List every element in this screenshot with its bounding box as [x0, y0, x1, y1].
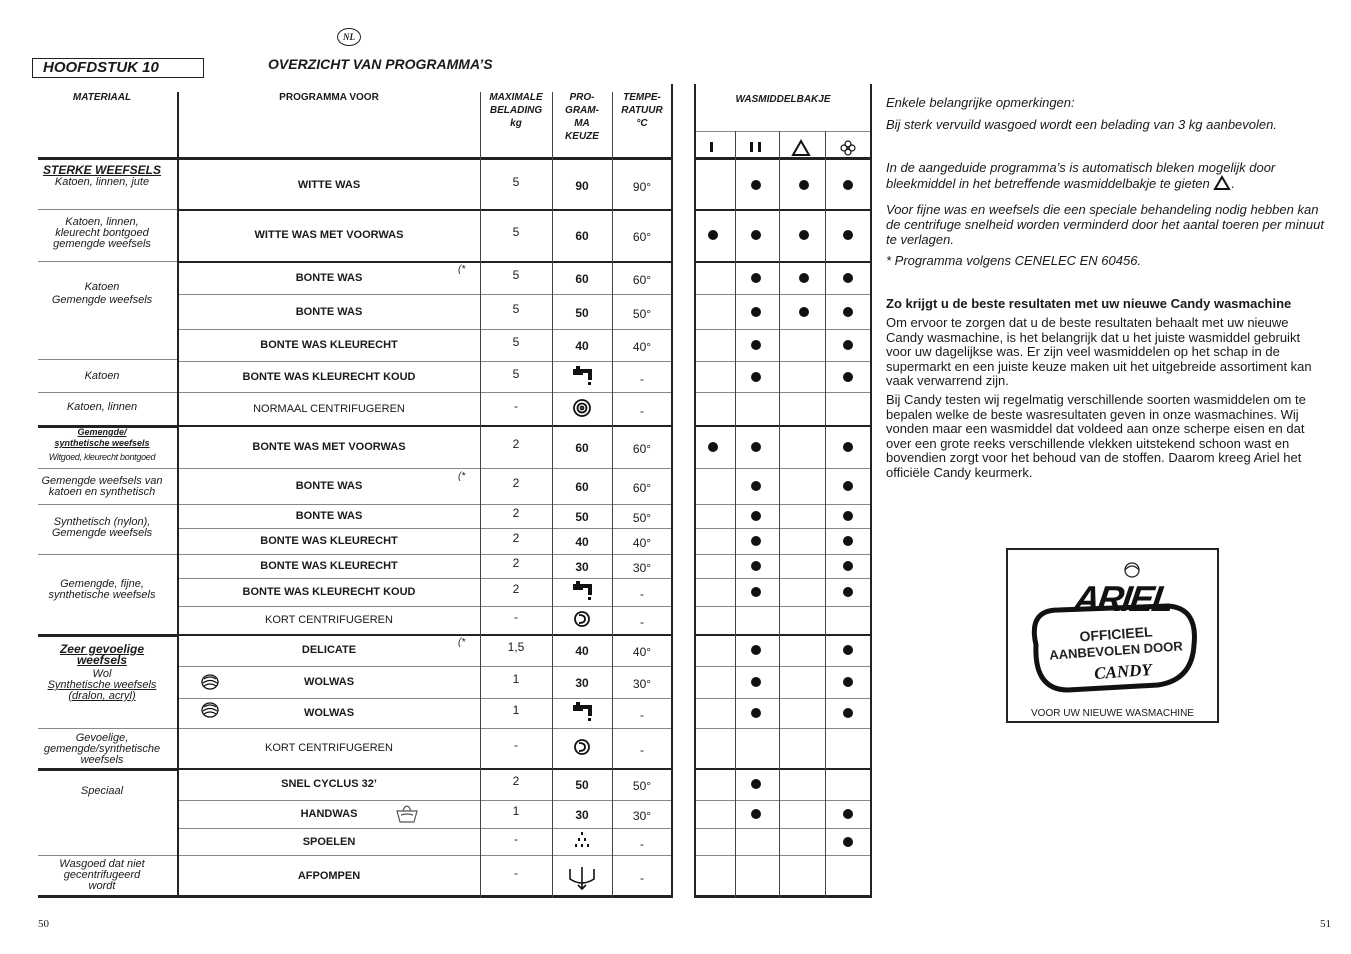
row-divider [696, 329, 870, 330]
chapter-label: HOOFDSTUK 10 [32, 58, 204, 78]
ariel-brand: ARIEL [1071, 578, 1175, 619]
program-selection: 40 [575, 644, 589, 658]
program-name: BONTE WAS KLEURECHT KOUD [242, 586, 416, 598]
cenelec-marker: (* [458, 471, 466, 482]
temperature: 60° [632, 441, 652, 456]
row-divider [179, 261, 671, 263]
detergent-dot [751, 708, 761, 718]
detergent-dot [843, 587, 853, 597]
row-divider [696, 698, 870, 699]
program-name: KORT CENTRIFUGEREN [265, 614, 393, 626]
program-selection: 30 [575, 560, 589, 574]
program-name: DELICATE [301, 644, 357, 656]
detergent-dot [751, 481, 761, 491]
program-selection: 90 [575, 178, 589, 193]
program-selection: 40 [575, 339, 589, 353]
detergent-dot [843, 837, 853, 847]
detergent-dot [843, 809, 853, 819]
detergent-dot [843, 645, 853, 655]
row-divider [696, 634, 870, 636]
max-load: - [514, 738, 518, 752]
col-divider [612, 92, 613, 898]
temperature: 60° [632, 481, 652, 495]
material-3: Katoen Gemengde weefsels [51, 281, 153, 306]
max-load: 1 [512, 703, 520, 717]
max-load: 2 [512, 476, 520, 490]
program-selection: 50 [575, 305, 589, 320]
row-divider [696, 554, 870, 555]
program-name: BONTE WAS MET VOORWAS [252, 440, 406, 453]
program-selection: 50 [575, 510, 589, 524]
spin-icon [553, 398, 611, 420]
row-divider [179, 666, 671, 667]
row-divider [179, 728, 671, 729]
tap-icon [553, 366, 611, 388]
program-name: BONTE WAS KLEURECHT [260, 339, 398, 351]
col-divider [825, 131, 826, 898]
col-divider [779, 131, 780, 898]
col-divider [870, 84, 872, 898]
material-divider [38, 634, 177, 637]
detergent-dot [751, 230, 761, 240]
max-load: 5 [512, 225, 520, 239]
row-divider [179, 392, 671, 393]
max-load: 5 [512, 267, 520, 282]
temperature: 30° [632, 677, 652, 691]
detergent-dot [708, 442, 718, 452]
row-divider [696, 504, 870, 505]
row-divider [696, 209, 870, 211]
short-spin-icon [553, 737, 611, 759]
program-name: WITTE WAS MET VOORWAS [254, 229, 404, 241]
material-9: Gemengde, fijne, synthetische weefsels [48, 578, 156, 601]
material-5: Katoen, linnen [66, 401, 138, 413]
note-1: Bij sterk vervuild wasgoed wordt een belading van 3 kg aanbevolen. [886, 117, 1277, 132]
detergent-dot [799, 180, 809, 190]
ariel-caption: VOOR UW NIEUWE WASMACHINE [1031, 708, 1194, 719]
detergent-dot [843, 677, 853, 687]
detergent-dot [843, 511, 853, 521]
program-selection: 30 [575, 808, 589, 822]
note-4: * Programma volgens CENELEC EN 60456. [886, 253, 1142, 268]
row-divider [179, 578, 671, 579]
program-name: BONTE WAS KLEURECHT [260, 560, 398, 572]
col-divider [671, 84, 673, 898]
row-divider [696, 800, 870, 801]
candy-logo: CANDY [1093, 660, 1153, 683]
row-divider [179, 768, 671, 770]
page-number-right: 51 [1320, 918, 1331, 930]
program-name: BONTE WAS KLEURECHT KOUD [242, 370, 416, 383]
program-name: BONTE WAS KLEURECHT [260, 535, 398, 547]
detergent-dot [751, 511, 761, 521]
temperature: 60° [632, 230, 652, 244]
tap-icon [553, 581, 611, 603]
tap-icon [553, 702, 611, 724]
row-divider [179, 528, 671, 529]
max-load: 2 [512, 436, 520, 451]
compartment-i-icon [708, 140, 716, 154]
row-divider [179, 828, 671, 829]
max-load: 2 [512, 531, 520, 545]
notes-title: Enkele belangrijke opmerkingen: [886, 95, 1075, 110]
material-10: Zeer gevoelige weefsels Wol Synthetische weefsels (dralon, acryl) [47, 642, 157, 702]
header-divider-right [694, 157, 872, 160]
row-divider [696, 828, 870, 829]
max-load: 1 [512, 672, 520, 686]
row-divider [696, 392, 870, 393]
detergent-dot [751, 536, 761, 546]
detergent-dot [708, 230, 718, 240]
row-divider [179, 554, 671, 555]
bleach-triangle-icon [1213, 175, 1231, 194]
short-spin-icon [553, 609, 611, 631]
row-divider [696, 606, 870, 607]
header-wasmiddel: WASMIDDELBAKJE [735, 94, 831, 105]
max-load: 2 [512, 556, 520, 570]
material-divider [38, 209, 177, 210]
detergent-dot [843, 442, 853, 452]
detergent-dot [843, 708, 853, 718]
temperature: - [640, 836, 644, 851]
program-name: BONTE WAS [295, 271, 363, 284]
detergent-dot [751, 180, 761, 190]
temperature: - [640, 708, 644, 722]
row-divider [179, 504, 671, 505]
temperature: 30° [632, 809, 652, 823]
row-divider [696, 728, 870, 729]
material-divider [38, 768, 177, 771]
detergent-dot [799, 230, 809, 240]
program-selection: 30 [575, 676, 589, 690]
detergent-dot [843, 536, 853, 546]
row-divider [179, 468, 671, 469]
drain-icon [553, 865, 611, 887]
header-belading: MAXIMALE BELADING kg [489, 92, 543, 129]
detergent-dot [799, 307, 809, 317]
max-load: 5 [512, 335, 520, 349]
material-12: Speciaal [80, 785, 124, 797]
max-load: 1,5 [507, 640, 525, 654]
temperature: 50° [632, 306, 652, 321]
max-load: - [514, 398, 518, 413]
temperature: 50° [632, 779, 652, 793]
detergent-dot [799, 273, 809, 283]
row-divider [179, 634, 671, 636]
temperature: 60° [632, 272, 652, 287]
row-divider [696, 666, 870, 667]
program-name: AFPOMPEN [297, 870, 361, 882]
paragraph-1: Om ervoor te zorgen dat u de beste resultaten behaalt met uw nieuwe Candy wasmachine, is het belangrijk dat u het juiste wasmiddel gebruikt voor uw dagelijkse was. Er zijn veel wasmiddelen op het schap in de supermarkt en een juiste keuze maken uit het uitgebreide assortiment kan vaak verwarrend zijn. [886, 315, 1312, 388]
table-bottom [38, 895, 672, 898]
row-divider [179, 800, 671, 801]
detergent-dot [843, 481, 853, 491]
program-name: BONTE WAS [295, 480, 363, 492]
col-divider [735, 131, 736, 898]
cenelec-marker: (* [458, 637, 466, 648]
ariel-endorsement-logo [1006, 548, 1219, 723]
col-divider [694, 84, 696, 898]
row-divider [696, 294, 870, 295]
detergent-dot [751, 587, 761, 597]
bleach-triangle-icon [791, 139, 811, 157]
detergent-dot [751, 340, 761, 350]
program-name: WITTE WAS [297, 178, 361, 191]
detergent-dot [843, 230, 853, 240]
detergent-dot [751, 645, 761, 655]
program-selection: 60 [575, 480, 589, 494]
temperature: - [640, 871, 644, 885]
program-name: HANDWAS [300, 808, 358, 820]
material-divider [38, 359, 177, 360]
material-divider [38, 468, 177, 469]
ariel-line2: AANBEVOLEN DOOR [1048, 638, 1184, 663]
temperature: - [640, 587, 644, 601]
row-divider [179, 606, 671, 607]
row-divider [696, 855, 870, 856]
rinse-icon [553, 831, 611, 853]
max-load: - [514, 610, 518, 624]
row-divider [179, 294, 671, 295]
material-divider [38, 728, 177, 729]
paragraph-2: Bij Candy testen wij regelmatig verschillende soorten wasmiddelen om te bepalen welke de beste wasresultaten geven in onze wasmachines. Wij vonden maar een wasmiddel dat voldeed aan onze scherpe eisen en dat over een grote reeks verschillende vlekken uitstekend schoon wast en bovendien zorgt voor het behoud van de stoffen. Daarom kreeg Ariel het officiële Candy keurmerk. [886, 392, 1306, 480]
detergent-dot [843, 307, 853, 317]
program-selection: 60 [575, 229, 589, 243]
material-divider [38, 261, 177, 262]
detergent-dot [751, 561, 761, 571]
page-title: OVERZICHT VAN PROGRAMMA’S [268, 56, 493, 72]
program-name: SPOELEN [302, 835, 356, 848]
page-number-left: 50 [38, 918, 49, 930]
header-subdivider [696, 131, 871, 132]
max-load: 2 [512, 506, 520, 520]
program-name: SNEL CYCLUS 32’ [281, 778, 377, 790]
header-programma: PROGRAMMA VOOR [279, 92, 379, 103]
softener-flower-icon [839, 139, 857, 157]
header-divider [38, 157, 672, 160]
language-badge: NL [337, 28, 361, 46]
row-divider [696, 768, 870, 770]
row-divider [696, 425, 870, 427]
program-name: WOLWAS [303, 676, 355, 688]
detergent-dot [751, 372, 761, 382]
detergent-dot [751, 442, 761, 452]
note-3: Voor fijne was en weefsels die een speciale behandeling nodig hebben kan de centrifuge snelheid worden verminderd door het aantal toeren per minuut te verlagen. [886, 202, 1324, 247]
program-name: BONTE WAS [295, 510, 363, 522]
detergent-dot [843, 273, 853, 283]
program-selection: 50 [575, 778, 589, 792]
table-bottom-right [694, 895, 872, 898]
row-divider [696, 361, 870, 362]
material-sterk: STERKE WEEFSELS Katoen, linnen, jute [42, 163, 161, 188]
max-load: 1 [512, 804, 520, 818]
row-divider [179, 698, 671, 699]
detergent-dot [843, 340, 853, 350]
max-load: 5 [512, 366, 520, 381]
row-divider [179, 425, 671, 427]
cenelec-marker: (* [458, 264, 466, 275]
material-8: Synthetisch (nylon), Gemengde weefsels [51, 516, 153, 539]
temperature: - [640, 743, 644, 757]
material-divider [38, 504, 177, 505]
note-2: In de aangeduide programma’s is automatisch bleken mogelijk door bleekmiddel in het betreffende wasmiddelbakje te gieten . [886, 160, 1326, 194]
material-7: Gemengde weefsels van katoen en synthetisch [41, 475, 163, 498]
max-load: 2 [512, 582, 520, 596]
temperature: 40° [632, 645, 652, 659]
material-4: Katoen [84, 370, 120, 382]
row-divider [696, 578, 870, 579]
detergent-dot [751, 307, 761, 317]
program-selection: 60 [575, 271, 589, 286]
row-divider [696, 528, 870, 529]
compartment-ii-icon [748, 140, 764, 154]
temperature: 30° [632, 561, 652, 575]
detergent-dot [751, 273, 761, 283]
row-divider [179, 361, 671, 362]
detergent-dot [751, 809, 761, 819]
material-divider [38, 554, 177, 555]
row-divider [179, 855, 671, 856]
row-divider [179, 329, 671, 330]
material-13: Wasgoed dat niet gecentrifugeerd wordt [59, 858, 145, 892]
detergent-dot [751, 779, 761, 789]
material-divider [38, 392, 177, 393]
material-11: Gevoelige, gemengde/synthetische weefsels [43, 732, 161, 766]
program-name: BONTE WAS [295, 305, 363, 318]
detergent-dot [843, 180, 853, 190]
header-temperatuur: TEMPE- RATUUR °C [621, 92, 663, 129]
program-selection: 40 [575, 535, 589, 549]
header-keuze: PRO- GRAM- MA KEUZE [565, 92, 599, 142]
program-name: KORT CENTRIFUGEREN [265, 742, 393, 754]
program-name: NORMAAL CENTRIFUGEREN [253, 402, 405, 415]
max-load: - [514, 831, 518, 846]
temperature: - [640, 403, 644, 418]
temperature: - [640, 371, 644, 386]
material-2: Katoen, linnen, kleurecht bontgoed gemengde weefsels [53, 216, 151, 250]
program-selection: 60 [575, 440, 589, 455]
temperature: - [640, 615, 644, 629]
detergent-dot [843, 561, 853, 571]
program-name: WOLWAS [303, 707, 355, 719]
material-divider [38, 855, 177, 856]
best-results-title: Zo krijgt u de beste resultaten met uw nieuwe Candy wasmachine [886, 296, 1292, 311]
detergent-dot [843, 372, 853, 382]
ariel-line1: OFFICIEEL [1078, 623, 1154, 645]
temperature: 40° [632, 340, 652, 354]
temperature: 90° [632, 179, 652, 194]
max-load: 2 [512, 774, 520, 788]
row-divider [179, 209, 671, 211]
max-load: 5 [512, 301, 520, 316]
detergent-dot [751, 677, 761, 687]
max-load: 5 [512, 174, 520, 189]
temperature: 40° [632, 536, 652, 550]
material-6: Gemengde/ synthetische weefsels Witgoed, kleurecht bontgoed [48, 427, 156, 462]
row-divider [696, 468, 870, 469]
temperature: 50° [632, 511, 652, 525]
max-load: - [514, 866, 518, 880]
row-divider [696, 261, 870, 263]
header-materiaal: MATERIAAL [72, 92, 132, 103]
